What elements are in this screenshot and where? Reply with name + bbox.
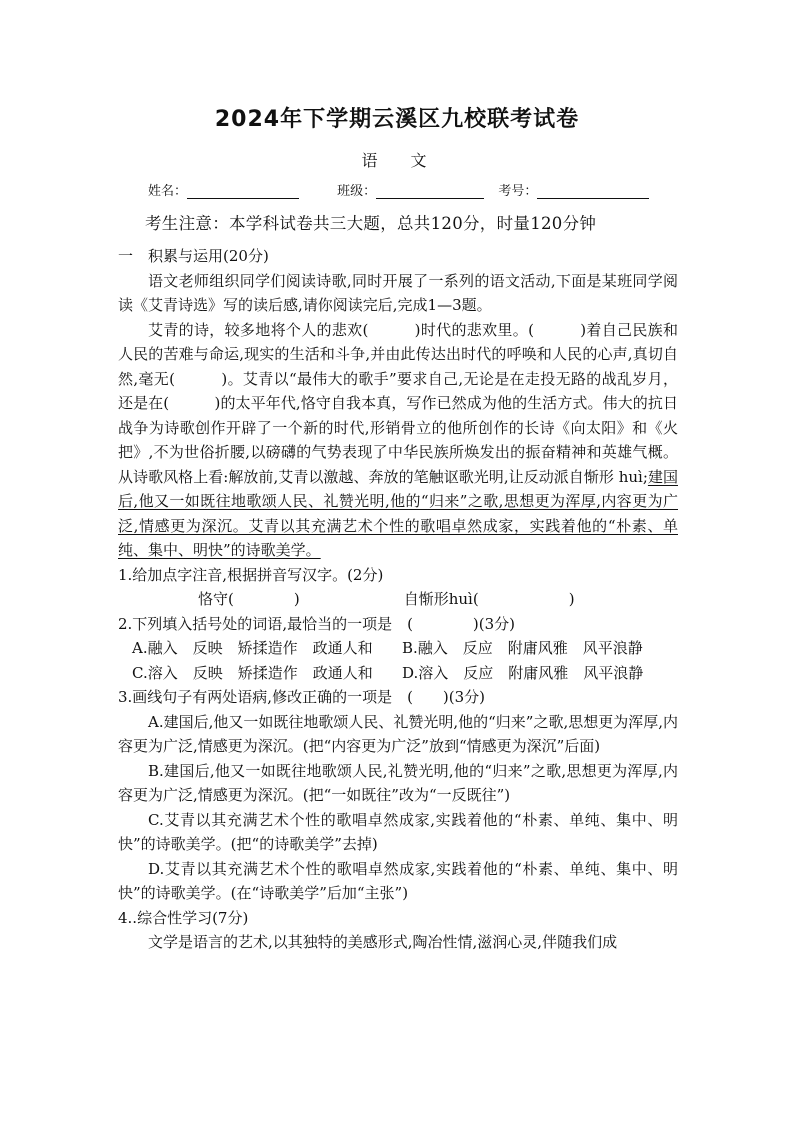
q1-items bbox=[118, 587, 678, 612]
exam-number-label: 考号： bbox=[498, 184, 538, 199]
class-blank[interactable] bbox=[376, 184, 484, 199]
q3-option-a[interactable]: A.建国后,他又一如既往地歌颂人民、礼赞光明,他的“归来”之歌,思想更为浑厚,内容更为广泛,情感更为深沉。(把“内容更为广泛”放到“情感更为深沉”后面) bbox=[118, 712, 679, 755]
q2-options-cd bbox=[118, 661, 678, 686]
q3-option-d[interactable]: D.艾青以其充满艺术个性的歌唱卓然成家,实践着他的“朴素、单纯、集中、明快”的诗歌美学。(在“诗歌美学”后加“主张”) bbox=[118, 859, 678, 902]
exam-number-field bbox=[498, 180, 649, 199]
passage-text: 艾青的诗，较多地将个人的悲欢( )时代的悲欢里。( )着自己民族和人民的苦难与命运,现实的生活和斗争,并由此传达出时代的呼唤和人民的心声,真切自然,毫无( )。艾青以“最伟大的歌手”要求自己,无论是在走投无路的战乱岁月，还是在( )的太平年代,恪守自我本真，写作已然成为他的生活方式。伟大的抗日战争为诗歌创作开辟了一个新的时代,形销骨立的他所创作的长诗《向太阳》和《火把》,不为世俗折腰,以磅礴的气势表现了中华民族所焕发出的振奋精神和英雄气概。从诗歌风格上看:解放前,艾青以激越、奔放的笔触讴歌光明,让反动派自惭形 huì; bbox=[118, 320, 678, 486]
section-heading: 一 积累与运用(20分) bbox=[118, 247, 269, 265]
q4-stem: 4..综合性学习(7分) bbox=[118, 908, 249, 927]
q1-item-a: 恪守( ) bbox=[198, 590, 300, 608]
q2-option-b[interactable]: B.融入 反应 附庸风雅 风平浪静 bbox=[402, 639, 643, 657]
q4-text: 文学是语言的艺术,以其独特的美感形式,陶冶性情,滋润心灵,伴随我们成 bbox=[148, 933, 618, 951]
exam-number-blank[interactable] bbox=[537, 184, 649, 199]
name-field bbox=[148, 180, 299, 199]
class-field bbox=[337, 180, 484, 199]
exam-body bbox=[118, 244, 678, 955]
student-info-row bbox=[148, 180, 649, 199]
candidate-notice: 考生注意：本学科试卷共三大题，总共120分，时量120分钟 bbox=[145, 214, 597, 233]
q1-item-b: 自惭形huì( ) bbox=[403, 590, 575, 608]
reading-passage bbox=[118, 318, 678, 563]
q2-option-a[interactable]: A.融入 反映 矫揉造作 政通人和 bbox=[132, 639, 373, 657]
name-blank[interactable] bbox=[187, 184, 299, 199]
q2-option-c[interactable]: C.溶入 反映 矫揉造作 政通人和 bbox=[132, 663, 373, 682]
exam-subject: 语 文 bbox=[361, 151, 441, 170]
class-label: 班级： bbox=[337, 184, 377, 199]
q3-option-c[interactable]: C.艾青以其充满艺术个性的歌唱卓然成家,实践着他的“朴素、单纯、集中、明快”的诗歌美学。(把“的诗歌美学”去掉) bbox=[118, 810, 678, 853]
q2-stem: 2.下列填入括号处的词语,最恰当的一项是 ( )(3分) bbox=[118, 614, 516, 633]
q2-options-ab bbox=[118, 636, 678, 661]
section-intro: 语文老师组织同学们阅读诗歌,同时开展了一系列的语文活动,下面是某班同学阅读《艾青诗选》写的读后感,请你阅读完后,完成1—3题。 bbox=[118, 271, 678, 314]
exam-title: 2024年下学期云溪区九校联考试卷 bbox=[214, 107, 580, 132]
q3-stem: 3.画线句子有两处语病,修改正确的一项是 ( )(3分) bbox=[118, 688, 486, 706]
q1-stem: 1.给加点字注音,根据拼音写汉字。(2分) bbox=[118, 565, 384, 584]
q3-option-b[interactable]: B.建国后,他又一如既往地歌颂人民,礼赞光明,他的“归来”之歌,思想更为浑厚,内容更为广泛,情感更为深沉。(把“一如既往”改为“一反既往”) bbox=[118, 761, 678, 804]
underlined-sentences: 建国后,他又一如既往地歌颂人民、礼赞光明,他的“归来”之歌,思想更为浑厚,内容更为广泛,情感更为深沉。艾青以其充满艺术个性的歌唱卓然成家，实践着他的“朴素、单纯、集中、明快”的诗歌美学。 bbox=[118, 467, 678, 559]
name-label: 姓名： bbox=[148, 184, 188, 199]
q2-option-d[interactable]: D.溶入 反应 附庸风雅 风平浪静 bbox=[402, 663, 644, 682]
